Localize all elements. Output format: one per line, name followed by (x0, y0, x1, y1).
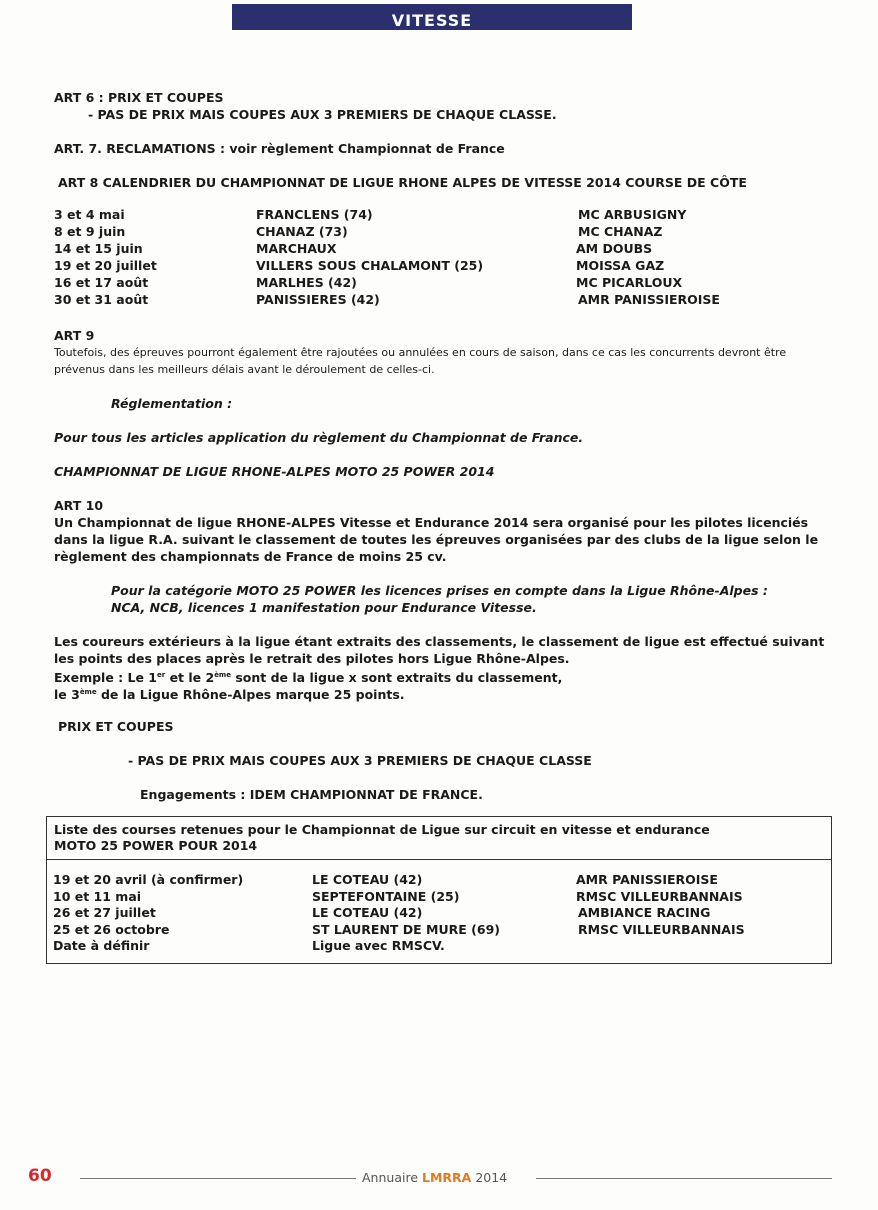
art10-line3: règlement des championnats de France de moins 25 cv. (54, 549, 447, 564)
footer-rule-left (80, 1178, 356, 1179)
course-date: 10 et 11 mai (53, 889, 142, 904)
example-text: et le 2 (165, 670, 215, 686)
course-date: Date à définir (53, 938, 150, 953)
calendar-place: FRANCLENS (74) (256, 207, 373, 222)
calendar-club: MC PICARLOUX (576, 275, 683, 290)
example-text: de la Ligue Rhône-Alpes marque 25 points. (96, 687, 405, 703)
prix-title: PRIX ET COUPES (58, 719, 174, 734)
calendar-club: AMR PANISSIEROISE (578, 292, 720, 307)
calendar-date: 16 et 17 août (54, 275, 149, 290)
box-header1: Liste des courses retenues pour le Championnat de Ligue sur circuit en vitesse et endurance (54, 822, 710, 837)
course-place: LE COTEAU (42) (312, 905, 423, 920)
example-sup: ème (214, 671, 231, 679)
course-club: AMBIANCE RACING (578, 905, 711, 920)
prix-line: - PAS DE PRIX MAIS COUPES AUX 3 PREMIERS DE CHAQUE CLASSE (128, 753, 592, 768)
calendar-place: VILLERS SOUS CHALAMONT (25) (256, 258, 484, 273)
art10-p1: Les coureurs extérieurs à la ligue étant extraits des classements, le classement de ligue est effectué suivant (54, 634, 825, 649)
box-header2: MOTO 25 POWER POUR 2014 (54, 838, 258, 853)
course-place: SEPTEFONTAINE (25) (312, 889, 460, 904)
course-place: ST LAURENT DE MURE (69) (312, 922, 500, 937)
example-text: le 3 (54, 687, 80, 703)
course-date: 26 et 27 juillet (53, 905, 156, 920)
championnat-title: CHAMPIONNAT DE LIGUE RHONE-ALPES MOTO 25 POWER 2014 (54, 464, 495, 479)
footer-brand: LMRRA (422, 1170, 472, 1185)
example-sup: er (157, 671, 166, 679)
course-date: 25 et 26 octobre (53, 922, 170, 937)
art10-italic1: Pour la catégorie MOTO 25 POWER les licences prises en compte dans la Ligue Rhône-Alpes : (111, 583, 768, 598)
course-club: RMSC VILLEURBANNAIS (578, 922, 745, 937)
art10-line1: Un Championnat de ligue RHONE-ALPES Vitesse et Endurance 2014 sera organisé pour les pilotes licenciés (54, 515, 809, 530)
calendar-date: 19 et 20 juillet (54, 258, 157, 273)
calendar-club: MC ARBUSIGNY (578, 207, 687, 222)
calendar-club: MOISSA GAZ (576, 258, 665, 273)
art8-title: ART 8 CALENDRIER DU CHAMPIONNAT DE LIGUE RHONE ALPES DE VITESSE 2014 COURSE DE CÔTE (58, 175, 747, 190)
page-number: 60 (28, 1166, 52, 1186)
art10-p2: les points des places après le retrait des pilotes hors Ligue Rhône-Alpes. (54, 651, 570, 666)
calendar-place: PANISSIERES (42) (256, 292, 380, 307)
reglementation-text: Pour tous les articles application du règlement du Championnat de France. (54, 430, 584, 445)
calendar-date: 3 et 4 mai (54, 207, 125, 222)
example-text: Exemple : Le 1 (54, 670, 158, 686)
art10-italic2: NCA, NCB, licences 1 manifestation pour Endurance Vitesse. (111, 600, 537, 615)
art10-example2 (54, 684, 405, 703)
footer-year: 2014 (475, 1170, 508, 1185)
course-place: LE COTEAU (42) (312, 872, 423, 887)
calendar-place: CHANAZ (73) (256, 224, 348, 239)
footer-annuaire: Annuaire (362, 1170, 419, 1185)
art7-text: ART. 7. RECLAMATIONS : voir règlement Championnat de France (54, 141, 505, 156)
section-title: VITESSE (391, 11, 473, 30)
calendar-date: 8 et 9 juin (54, 224, 126, 239)
art6-title: ART 6 : PRIX ET COUPES (54, 90, 224, 105)
calendar-club: MC CHANAZ (578, 224, 663, 239)
footer-title (362, 1170, 507, 1185)
footer-rule-right (536, 1178, 832, 1179)
art9-line2: prévenus dans les meilleurs délais avant le déroulement de celles-ci. (54, 363, 435, 376)
calendar-place: MARCHAUX (256, 241, 337, 256)
box-divider (46, 859, 832, 860)
art6-line: - PAS DE PRIX MAIS COUPES AUX 3 PREMIERS DE CHAQUE CLASSE. (88, 107, 557, 122)
section-header (232, 4, 632, 30)
course-club: AMR PANISSIEROISE (576, 872, 718, 887)
example-sup: ème (79, 688, 97, 696)
reglementation-label: Réglementation : (111, 396, 233, 411)
calendar-place: MARLHES (42) (256, 275, 357, 290)
calendar-club: AM DOUBS (576, 241, 653, 256)
calendar-date: 30 et 31 août (54, 292, 149, 307)
art10-title: ART 10 (54, 498, 104, 513)
course-club: RMSC VILLEURBANNAIS (576, 889, 743, 904)
course-date: 19 et 20 avril (à confirmer) (53, 872, 244, 887)
example-text: sont de la ligue x sont extraits du classement, (230, 670, 563, 686)
course-place: Ligue avec RMSCV. (312, 938, 445, 953)
art10-line2: dans la ligue R.A. suivant le classement de toutes les épreuves organisées par des clubs de la ligue selon le (54, 532, 819, 547)
art9-line1: Toutefois, des épreuves pourront également être rajoutées ou annulées en cours de saison, dans ce cas les concurrents devront être (54, 346, 787, 359)
engagements: Engagements : IDEM CHAMPIONNAT DE FRANCE. (140, 787, 483, 802)
art9-title: ART 9 (54, 328, 95, 343)
calendar-date: 14 et 15 juin (54, 241, 143, 256)
